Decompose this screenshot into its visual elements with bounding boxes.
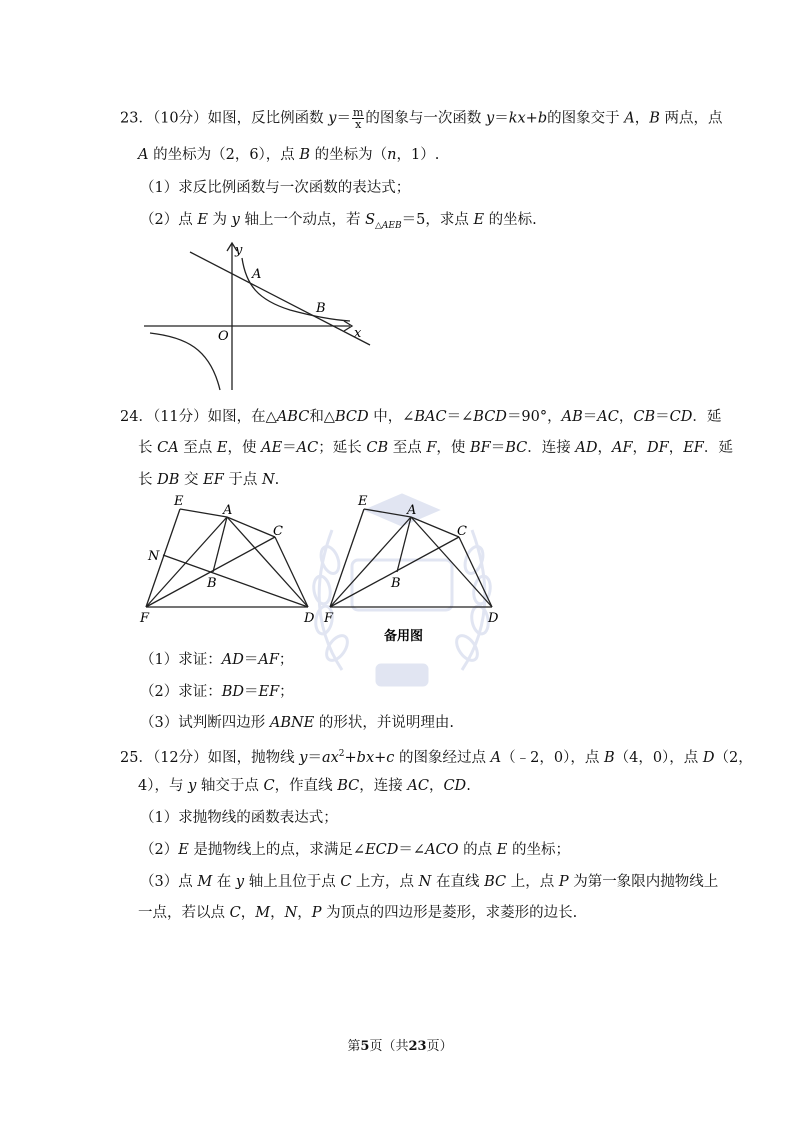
point-n-label: N (148, 549, 160, 564)
segment-ac (411, 517, 459, 537)
q25-text: 上，点 (506, 874, 559, 890)
q24-var: BCD (473, 409, 507, 425)
q23-var: B (649, 110, 660, 127)
q25-text: 在 (212, 874, 236, 890)
q24-text: （3）试判断四边形 (140, 715, 270, 731)
segment-ea (180, 509, 227, 517)
point-e-label: E (174, 494, 184, 509)
q25-var: ax (321, 749, 339, 766)
q25-text: （2， (714, 749, 753, 766)
q25-line2 (138, 776, 471, 796)
q25-part3-line1 (140, 872, 718, 892)
segment-af (330, 517, 411, 607)
q24-line3 (138, 470, 279, 490)
q24-var: E (216, 440, 228, 456)
q25-var: N (284, 905, 298, 921)
hyperbola-branch-q3 (150, 333, 220, 390)
q24-text: ， (618, 409, 634, 425)
q25-var: BC (484, 874, 507, 890)
q24-var: EF (683, 440, 704, 456)
x-axis-label: x (354, 326, 362, 341)
q24-figure-spare (322, 492, 512, 647)
y-axis-label: y (235, 243, 243, 258)
q25-part2 (140, 840, 570, 860)
q25-text: 在直线 (431, 874, 485, 890)
q23-part1 (140, 178, 410, 198)
q23-text: ＝ (494, 110, 509, 127)
q25-text: （2） (140, 842, 179, 858)
fraction-numerator: m (352, 106, 364, 119)
q25-text: ， (270, 905, 285, 921)
q24-var: AC (597, 409, 619, 425)
q24-text: ＝ (244, 684, 259, 700)
point-a-label: A (252, 267, 262, 282)
q24-text: ，使 (227, 440, 262, 456)
segment-ac (227, 517, 275, 537)
q23-var: y (328, 110, 337, 127)
q25-text: ，连接 (359, 778, 408, 794)
q25-text: （3）点 (140, 874, 198, 890)
q24-text: 交 (179, 472, 204, 488)
q24-var: F (426, 440, 437, 456)
q25-text: ＝ (307, 749, 322, 766)
q25-var: P (558, 874, 569, 890)
q24-var: DB (157, 472, 180, 488)
segment-cf (330, 537, 459, 607)
fraction-m-over-x (352, 107, 364, 130)
q24-text: ＝ (490, 440, 506, 456)
page-footer (0, 1035, 800, 1054)
q25-text: ＝∠ (398, 842, 426, 858)
q25-text: 25．（12分）如图，抛物线 (120, 749, 300, 766)
point-f-label: F (140, 611, 150, 626)
segment-ad (227, 517, 308, 607)
line-y-kx-b (190, 252, 370, 345)
q23-part2 (140, 210, 537, 236)
q24-var: BD (221, 684, 245, 700)
q23-var: A (624, 110, 635, 127)
q23-text: 的图象交于 (547, 110, 625, 127)
q24-text: ＝ (282, 440, 297, 456)
q25-var: y (188, 778, 197, 794)
q24-var: DF (647, 440, 669, 456)
q25-text: （4，0），点 (614, 749, 703, 766)
q24-var: CA (157, 440, 179, 456)
q25-part1-text: （1）求抛物线的函数表达式； (140, 810, 338, 826)
q24-part2 (140, 682, 294, 702)
segment-ea (364, 509, 411, 517)
q25-var: E (496, 842, 508, 858)
q25-line1 (120, 744, 753, 768)
q25-var: +bx+c (344, 749, 395, 766)
q23-var: B (299, 147, 311, 163)
q25-text: 的点 (458, 842, 497, 858)
q24-line1 (120, 407, 721, 427)
q24-text: ；延长 (318, 440, 367, 456)
q23-part1-text: （1）求反比例函数与一次函数的表达式； (140, 180, 411, 196)
q24-var: EF (258, 684, 280, 700)
point-d-label: D (304, 611, 315, 626)
point-e-label: E (358, 494, 368, 509)
q23-var: y (486, 110, 495, 127)
q24-text: ＝ (655, 409, 670, 425)
footer-text: 第 (347, 1039, 361, 1054)
q23-var: kx+b (508, 110, 548, 127)
segment-ad (411, 517, 492, 607)
point-c-label: C (273, 524, 283, 539)
q24-text: ； (279, 684, 294, 700)
q24-var: BC (505, 440, 528, 456)
q24-text: 的形状，并说明理由. (314, 715, 454, 731)
q25-var: B (603, 749, 615, 766)
q23-text: ，1）. (396, 147, 440, 163)
q23-text: 的坐标为（ (310, 147, 388, 163)
q24-text: （1）求证： (140, 652, 222, 668)
q23-line2 (138, 145, 439, 165)
q25-superscript: 2 (338, 749, 345, 759)
q23-var: A (138, 147, 149, 163)
q25-text: 是抛物线上的点，求满足∠ (188, 842, 366, 858)
q24-var: CB (633, 409, 656, 425)
q24-text: . (274, 472, 280, 488)
q25-text: 轴交于点 (196, 778, 264, 794)
point-c-label: C (457, 524, 467, 539)
q25-text: 一点，若以点 (138, 905, 230, 921)
point-b-label: B (316, 301, 326, 316)
fraction-denominator: x (355, 118, 362, 131)
q23-text: 23．（10分）如图，反比例函数 (120, 110, 329, 127)
q23-text: （2）点 (140, 212, 198, 228)
q24-text: ．延 (692, 409, 722, 425)
q24-var: BF (470, 440, 491, 456)
q24-text: （2）求证： (140, 684, 222, 700)
q24-text: ．延 (703, 440, 733, 456)
q24-text: ，使 (436, 440, 470, 456)
q24-text: 中，∠ (368, 409, 415, 425)
q24-text: 和△ (309, 409, 335, 425)
q25-var: y (235, 874, 245, 890)
q24-var: AC (296, 440, 319, 456)
q25-var: ECD (365, 842, 399, 858)
q24-text: 至点 (388, 440, 427, 456)
q24-var: AB (561, 409, 583, 425)
q24-part1 (140, 650, 293, 670)
q25-var: N (418, 874, 432, 890)
q24-text: 长 (138, 440, 158, 456)
q23-var: y (231, 212, 240, 228)
q25-var: E (178, 842, 189, 858)
total-pages: 23 (408, 1039, 427, 1054)
q25-part3-line2 (138, 903, 577, 923)
point-d-label: D (488, 611, 499, 626)
point-f-label: F (324, 611, 334, 626)
q24-text: ＝ (243, 652, 259, 668)
q25-var: y (299, 749, 308, 766)
q24-part3 (140, 713, 454, 733)
q25-var: M (255, 905, 271, 921)
q23-text: ＝5，求点 (401, 212, 474, 228)
point-b-label: B (391, 576, 401, 591)
point-a-label: A (223, 503, 233, 518)
q24-text: ， (597, 440, 612, 456)
q24-var: BCD (334, 409, 369, 425)
footer-text: 页（共 (369, 1039, 409, 1054)
q24-var: AF (611, 440, 633, 456)
q25-var: P (311, 905, 322, 921)
segment-ef (330, 509, 364, 607)
origin-label: O (218, 329, 229, 344)
q25-text: ， (297, 905, 312, 921)
q23-var: E (473, 212, 485, 228)
q23-subscript: △AEB (375, 220, 402, 231)
point-b-label: B (207, 576, 217, 591)
q24-var: EF (203, 472, 224, 488)
q24-var: AE (261, 440, 283, 456)
q24-var: AF (258, 652, 279, 668)
q23-line1 (120, 107, 722, 130)
q23-text: 的坐标为（2，6），点 (148, 147, 300, 163)
q24-var: ABNE (269, 715, 315, 731)
segment-cd (459, 537, 492, 607)
q25-var: C (229, 905, 241, 921)
q25-text: 上方，点 (351, 874, 419, 890)
q25-text: 4），与 (138, 778, 189, 794)
q25-text: （﹣2，0），点 (501, 749, 604, 766)
q24-text: ．连接 (527, 440, 576, 456)
q25-text: 为第一象限内抛物线上 (568, 874, 719, 890)
q25-text: ，作直线 (274, 778, 338, 794)
q23-text: 的图象与一次函数 (365, 110, 487, 127)
page-number: 5 (360, 1039, 370, 1054)
q25-text: 的图象经过点 (394, 749, 491, 766)
q24-text: ， (668, 440, 684, 456)
q24-text: ＝ (582, 409, 598, 425)
q24-var: BAC (414, 409, 447, 425)
q24-var: N (261, 472, 275, 488)
q25-text: . (466, 778, 471, 794)
q25-var: CD (443, 778, 467, 794)
q25-text: ， (240, 905, 256, 921)
q23-text: ， (634, 110, 650, 127)
q25-var: D (702, 749, 715, 766)
q24-text: 长 (138, 472, 158, 488)
q24-text: ， (632, 440, 648, 456)
q24-text: 于点 (223, 472, 262, 488)
spare-figure-caption: 备用图 (384, 629, 424, 644)
q23-text: ＝ (336, 110, 351, 127)
segment-nd (163, 555, 308, 607)
q23-figure (140, 240, 380, 395)
q25-var: M (197, 874, 213, 890)
q23-text: 轴上一个动点，若 (239, 212, 366, 228)
q25-part1 (140, 808, 338, 828)
q23-text: 为 (207, 212, 232, 228)
q24-var: ABC (276, 409, 310, 425)
q25-var: A (490, 749, 502, 766)
q24-var: CB (366, 440, 389, 456)
q24-text: ＝90°， (506, 409, 562, 425)
q24-figure-main (138, 492, 328, 627)
q24-text: ＝∠ (446, 409, 474, 425)
q24-var: AD (575, 440, 598, 456)
q25-var: C (263, 778, 275, 794)
footer-text: 页） (426, 1039, 453, 1054)
q24-var: CD (669, 409, 693, 425)
point-a-label: A (407, 503, 417, 518)
q24-var: AD (221, 652, 244, 668)
q25-var: C (340, 874, 352, 890)
q24-text: 24．（11分）如图，在△ (120, 409, 277, 425)
q25-var: ACO (425, 842, 459, 858)
q23-text: 两点，点 (659, 110, 723, 127)
q25-text: 为顶点的四边形是菱形，求菱形的边长. (321, 905, 578, 921)
q25-text: ， (428, 778, 444, 794)
q25-var: BC (337, 778, 360, 794)
q24-line2 (138, 438, 733, 458)
q25-text: 轴上且位于点 (244, 874, 341, 890)
q23-text: 的坐标. (484, 212, 537, 228)
q23-var: n (387, 147, 397, 163)
q25-var: AC (407, 778, 429, 794)
q23-var: S (365, 212, 376, 228)
q23-var: E (197, 212, 208, 228)
q25-text: 的坐标； (507, 842, 570, 858)
q24-text: ； (278, 652, 294, 668)
q24-text: 至点 (178, 440, 217, 456)
